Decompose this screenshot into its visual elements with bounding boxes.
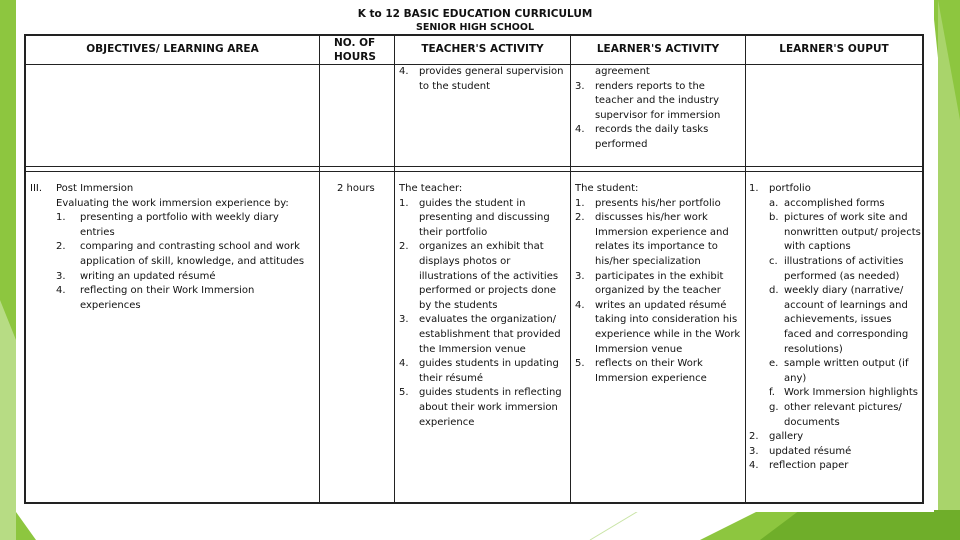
header-objectives: OBJECTIVES/ LEARNING AREA: [86, 43, 259, 55]
item-letter: a.: [769, 197, 779, 209]
row1-bottom-border: [24, 166, 924, 167]
item-text: guides students in reflecting about their work immersion experience: [419, 387, 562, 428]
item-number: 1.: [575, 197, 585, 209]
list-item: [575, 357, 745, 386]
item-text: reflects on their Work Immersion experience: [595, 358, 707, 384]
sub-item: [769, 211, 921, 255]
item-text: evaluates the organization/ establishment that provided the Immersion venue: [419, 314, 561, 355]
sub-item: [769, 386, 921, 401]
item-letter: c.: [769, 255, 778, 267]
learner-continued-text: agreement: [595, 66, 650, 77]
item-number: 5.: [575, 358, 585, 370]
item-text: other relevant pictures/ documents: [784, 401, 902, 428]
item-text: participates in the exhibit organized by the teacher: [595, 270, 724, 297]
item-number: 2.: [749, 431, 759, 443]
item-text: provides general supervision to the student: [419, 66, 564, 92]
col-divider-teacher: [394, 34, 395, 504]
row2-teacher-cell: [399, 182, 569, 430]
list-item: [575, 197, 745, 212]
item-number: 5.: [399, 387, 409, 399]
header-hours-line2: HOURS: [334, 51, 376, 63]
objective-heading: [30, 182, 316, 197]
item-text: discusses his/her work Immersion experience and relates its importance to his/her specialization: [595, 212, 729, 267]
row1-teacher-cell: [399, 65, 567, 94]
item-number: 3.: [575, 80, 585, 92]
list-item: [575, 211, 745, 269]
item-text: presents his/her portfolio: [595, 197, 721, 209]
item-text: presenting a portfolio with weekly diary entries: [80, 212, 279, 238]
row2-output-cell: [749, 182, 921, 474]
list-item: [749, 430, 921, 445]
deco-left-light: [0, 300, 16, 540]
sub-item: [769, 284, 921, 357]
list-item: [399, 240, 569, 313]
item-text: sample written output (if any): [784, 358, 909, 384]
objective-title: Post Immersion: [56, 183, 134, 194]
item-letter: g.: [769, 401, 779, 413]
list-item: [399, 313, 569, 357]
item-number: 2.: [56, 241, 66, 253]
objective-lead: Evaluating the work immersion experience by:: [56, 197, 289, 209]
item-text: gallery: [769, 431, 804, 443]
list-item: [399, 197, 569, 241]
list-item: [56, 270, 316, 285]
list-item: [56, 240, 316, 269]
objective-number: III.: [30, 183, 43, 194]
item-number: 2.: [575, 212, 585, 224]
header-learner-activity: LEARNER'S ACTIVITY: [596, 43, 720, 55]
header-hours: [320, 36, 394, 64]
list-item: [749, 182, 921, 197]
sub-item: [769, 401, 921, 430]
item-number: 4.: [56, 285, 66, 297]
list-item: [749, 459, 921, 474]
item-number: 1.: [749, 183, 759, 194]
item-number: 3.: [399, 314, 409, 326]
item-text: accomplished forms: [784, 197, 885, 209]
col-divider-hours: [319, 34, 320, 504]
item-number: 4.: [399, 358, 409, 370]
document-subtitle: SENIOR HIGH SCHOOL: [415, 22, 535, 33]
curriculum-document: [16, 0, 934, 512]
item-number: 3.: [575, 270, 585, 282]
col-divider-learner: [570, 34, 571, 504]
item-letter: b.: [769, 212, 779, 224]
header-learner-output: LEARNER'S OUPUT: [779, 43, 889, 55]
item-text: organizes an exhibit that displays photos or illustrations of the activities performed or projects done by the students: [419, 241, 559, 311]
item-number: 4.: [575, 124, 585, 136]
teacher-lead: The teacher:: [399, 183, 463, 194]
item-text: guides students in updating their résumé: [419, 358, 559, 384]
item-number: 2.: [399, 241, 409, 253]
item-letter: d.: [769, 285, 779, 297]
item-letter: e.: [769, 358, 779, 370]
table-top-border: [24, 34, 924, 36]
table-bottom-border: [24, 502, 924, 504]
list-item: [399, 357, 569, 386]
item-text: writing an updated résumé: [80, 270, 216, 282]
list-item: [575, 123, 743, 152]
item-text: reflection paper: [769, 460, 849, 472]
list-item: [56, 284, 316, 313]
item-letter: f.: [769, 387, 775, 399]
sub-item: [769, 357, 921, 386]
sub-item: [769, 255, 921, 284]
sub-item: [769, 197, 921, 212]
list-item: [399, 65, 567, 94]
item-number: 4.: [399, 66, 409, 77]
item-number: 3.: [749, 445, 759, 457]
list-item: [575, 299, 745, 357]
item-number: 1.: [399, 197, 409, 209]
document-title: K to 12 BASIC EDUCATION CURRICULUM: [357, 8, 593, 20]
deco-line: [590, 510, 640, 540]
item-text: weekly diary (narrative/ account of learnings and achievements, issues faced and corresponding resolutions): [784, 285, 909, 355]
header-teacher-activity: TEACHER'S ACTIVITY: [421, 43, 544, 55]
item-text: records the daily tasks performed: [595, 124, 709, 150]
item-text: updated résumé: [769, 445, 852, 457]
item-number: 4.: [749, 460, 759, 472]
item-number: 1.: [56, 212, 66, 224]
list-item: [399, 386, 569, 430]
header-hours-line1: NO. OF: [334, 37, 376, 49]
list-item: [575, 80, 743, 124]
list-item: [575, 270, 745, 299]
item-number: 4.: [575, 299, 585, 311]
item-text: writes an updated résumé taking into consideration his experience while in the Work Immersion venue: [595, 299, 741, 355]
table-left-border: [24, 34, 26, 504]
list-item: [56, 211, 316, 240]
item-text: reflecting on their Work Immersion experiences: [80, 285, 255, 311]
learner-lead: The student:: [575, 183, 639, 194]
item-number: 3.: [56, 270, 66, 282]
table-right-border: [922, 34, 924, 504]
item-text: portfolio: [769, 183, 811, 194]
item-text: pictures of work site and nonwritten output/ projects with captions: [784, 212, 921, 253]
row-divider-tight: [24, 171, 924, 172]
item-text: guides the student in presenting and discussing their portfolio: [419, 197, 550, 238]
row2-objectives-cell: [30, 182, 316, 313]
item-text: Work Immersion highlights: [784, 387, 918, 399]
item-text: renders reports to the teacher and the industry supervisor for immersion: [595, 80, 721, 121]
row1-learner-cell: [575, 65, 743, 153]
item-text: illustrations of activities performed (as needed): [784, 255, 904, 282]
col-divider-output: [745, 34, 746, 504]
item-text: comparing and contrasting school and work application of skill, knowledge, and attitudes: [80, 241, 305, 267]
list-item: [749, 445, 921, 460]
row2-learner-cell: [575, 182, 745, 386]
row2-hours-cell: 2 hours: [337, 183, 375, 194]
